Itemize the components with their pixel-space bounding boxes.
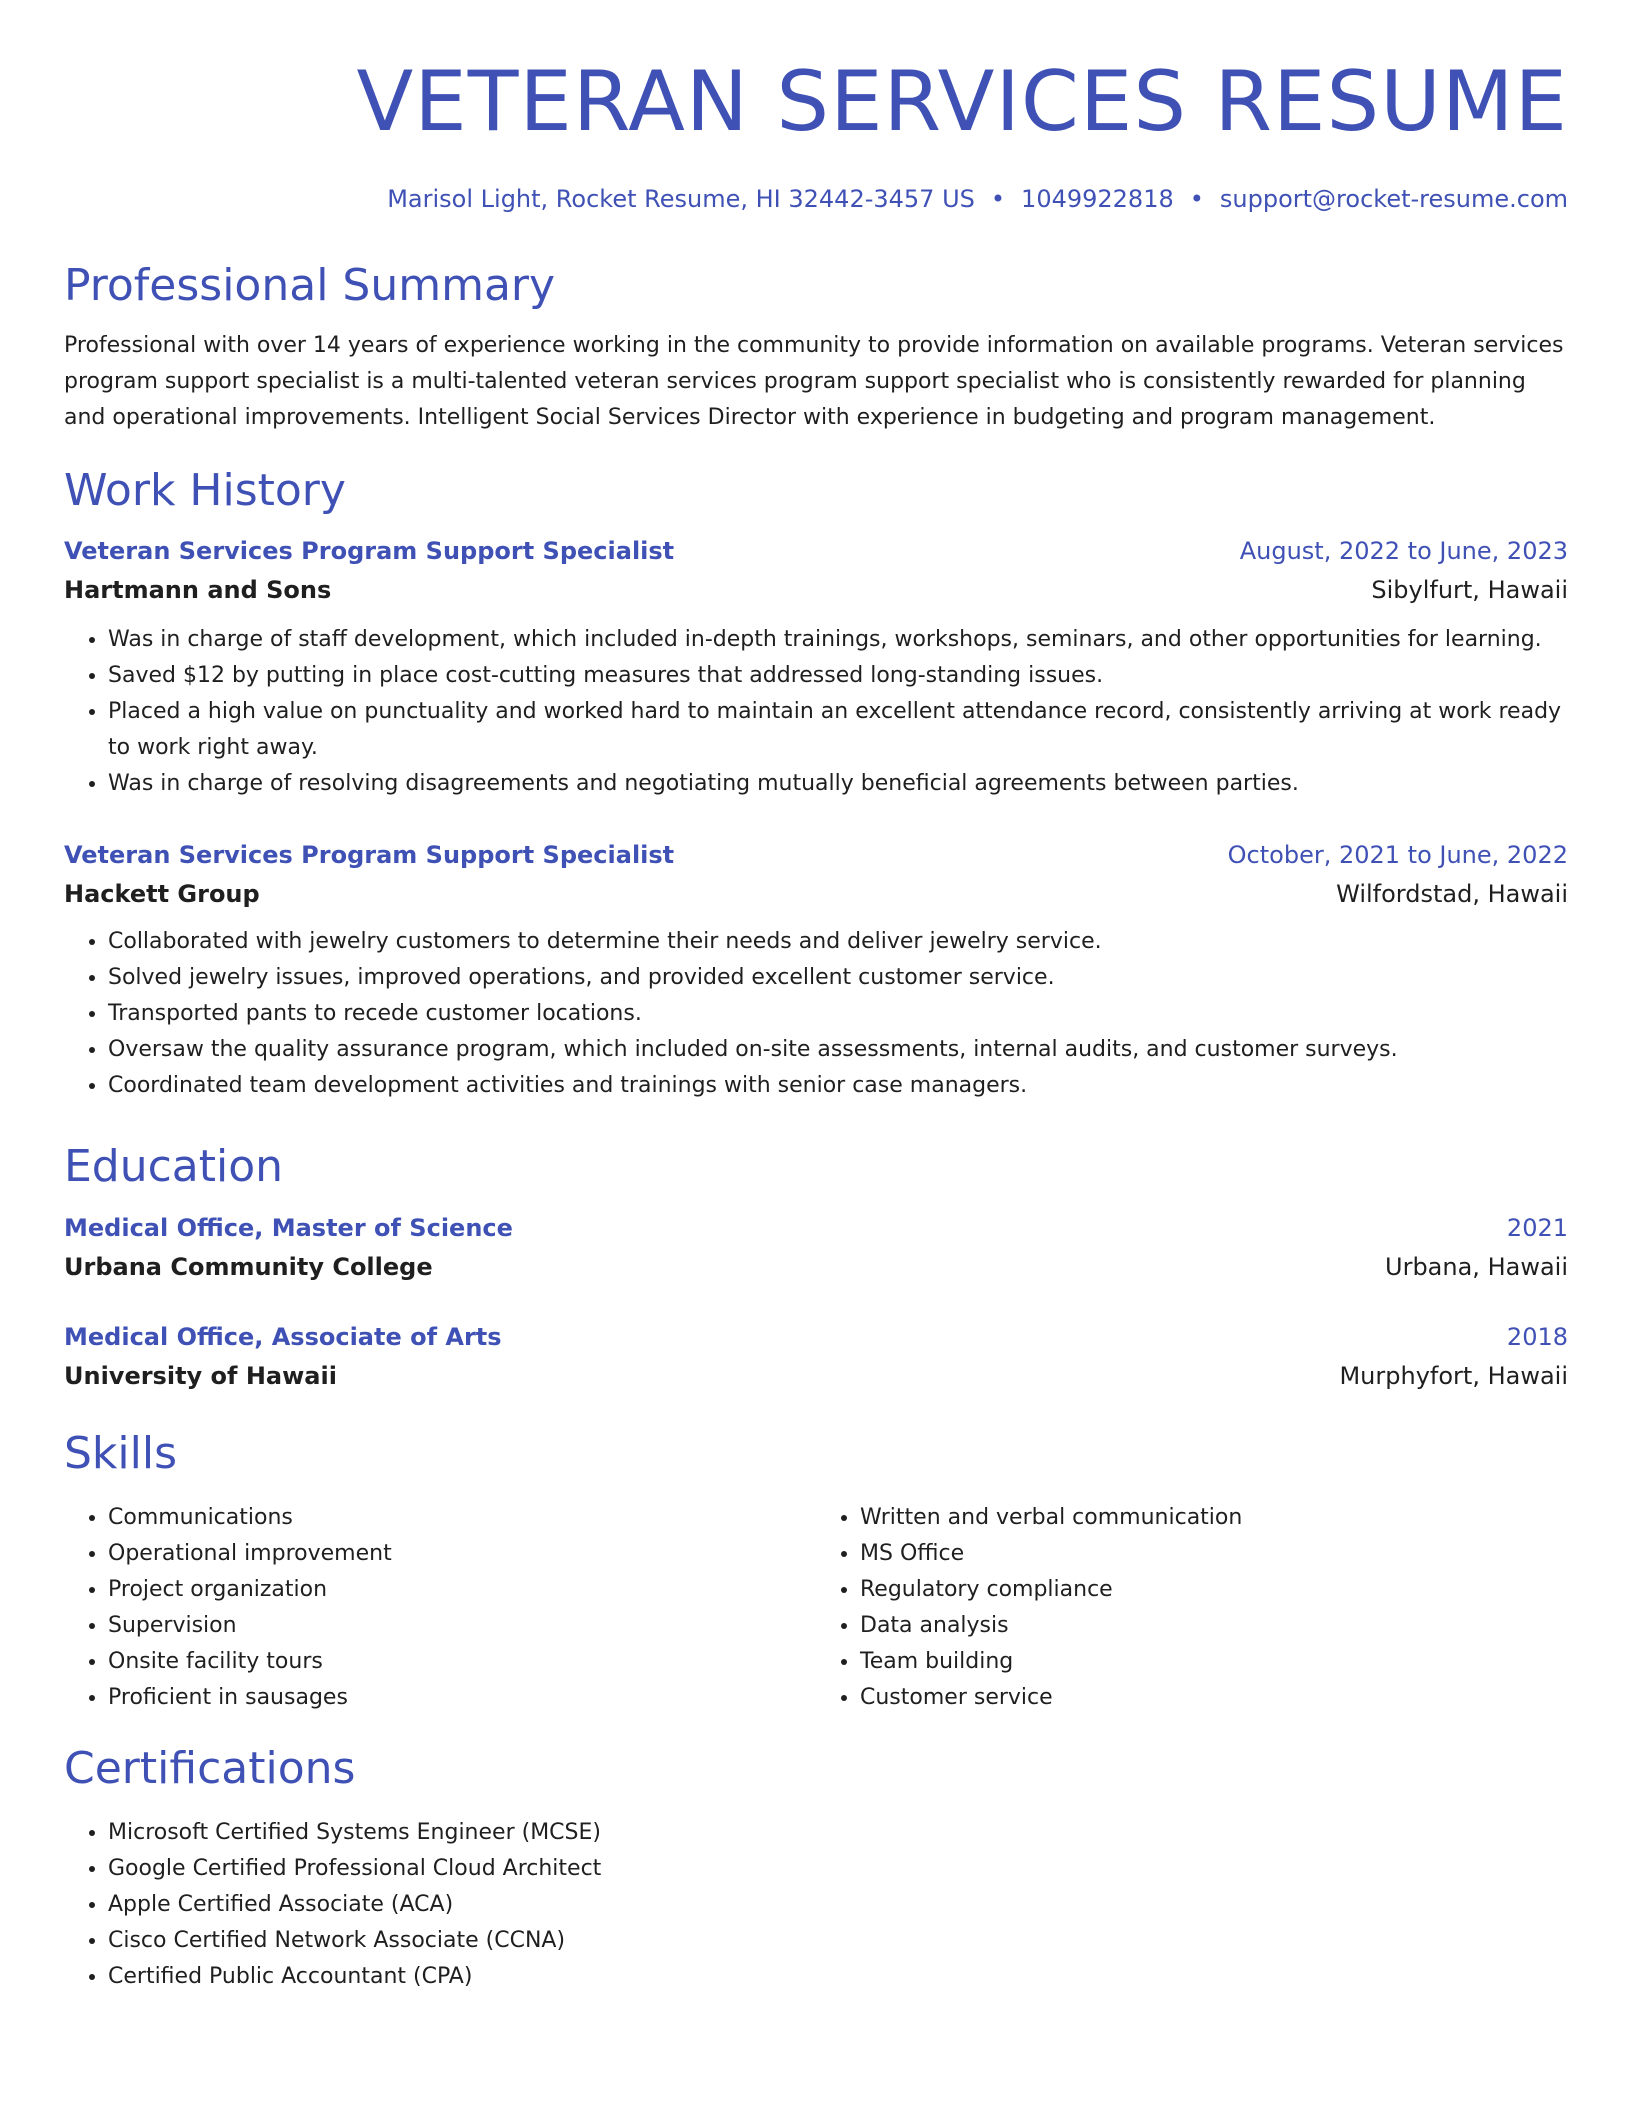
separator-dot: • xyxy=(1189,185,1204,213)
skill-item: • Project organization xyxy=(108,1572,816,1608)
list-item: • Transported pants to recede customer locations. xyxy=(108,996,1568,1032)
list-item: • Saved $12 by putting in place cost-cutting measures that addressed long-standing issues. xyxy=(108,658,1568,694)
skills-list-right xyxy=(816,1500,1568,1716)
job-dates: October, 2021 to June, 2022 xyxy=(1227,841,1568,869)
certification-item: • Google Certified Professional Cloud Architect xyxy=(108,1851,1568,1887)
job-company: Hackett Group xyxy=(64,880,260,908)
work-history-heading: Work History xyxy=(64,465,346,516)
certifications-heading: Certifications xyxy=(64,1743,356,1794)
graduation-year: 2018 xyxy=(1506,1323,1568,1351)
job-title: Veteran Services Program Support Specialist xyxy=(64,537,675,565)
skills-list-left xyxy=(64,1500,816,1716)
job-entry xyxy=(64,532,1568,802)
list-item: • Oversaw the quality assurance program, which included on-site assessments, internal audits, and customer surveys. xyxy=(108,1032,1568,1068)
summary-text: Professional with over 14 years of experience working in the community to provide information on available programs. Veteran services program support specialist is a multi-talented veteran services program support specialist who is consistently rewarded for planning and operational improvements. Intelligent Social Services Director with experience in budgeting and program management. xyxy=(64,333,1564,430)
contact-phone: 1049922818 xyxy=(1021,185,1174,213)
education-section xyxy=(64,1139,1568,1195)
contact-email: support@rocket-resume.com xyxy=(1219,185,1568,213)
job-entry xyxy=(64,836,1568,1104)
skills-columns xyxy=(64,1500,1568,1716)
separator-dot: • xyxy=(990,185,1006,213)
summary-heading: Professional Summary xyxy=(64,260,556,311)
skill-item: • Supervision xyxy=(108,1608,816,1644)
skill-item: • Customer service xyxy=(860,1680,1568,1716)
skill-item: • Operational improvement xyxy=(108,1536,816,1572)
list-item: • Solved jewelry issues, improved operations, and provided excellent customer service. xyxy=(108,960,1568,996)
certifications-list xyxy=(64,1815,1568,1995)
skill-item: • MS Office xyxy=(860,1536,1568,1572)
skill-item: • Regulatory compliance xyxy=(860,1572,1568,1608)
skill-item: • Data analysis xyxy=(860,1608,1568,1644)
job-dates: August, 2022 to June, 2023 xyxy=(1239,537,1568,565)
job-location: Sibylfurt, Hawaii xyxy=(1371,576,1568,604)
skill-item: • Written and verbal communication xyxy=(860,1500,1568,1536)
certification-item: • Microsoft Certified Systems Engineer (MCSE) xyxy=(108,1815,1568,1851)
certifications-section xyxy=(64,1741,1568,1995)
school-location: Murphyfort, Hawaii xyxy=(1339,1362,1568,1390)
certification-item: • Certified Public Accountant (CPA) xyxy=(108,1959,1568,1995)
list-item: • Collaborated with jewelry customers to determine their needs and deliver jewelry service. xyxy=(108,924,1568,960)
job-title: Veteran Services Program Support Specialist xyxy=(64,841,675,869)
contact-address: Marisol Light, Rocket Resume, HI 32442-3457 US xyxy=(387,185,975,213)
skill-item: • Communications xyxy=(108,1500,816,1536)
resume-header xyxy=(64,0,1568,216)
job-company: Hartmann and Sons xyxy=(64,576,332,604)
certification-item: • Cisco Certified Network Associate (CCNA) xyxy=(108,1923,1568,1959)
skill-item: • Team building xyxy=(860,1644,1568,1680)
job-location: Wilfordstad, Hawaii xyxy=(1336,880,1568,908)
summary-section xyxy=(64,258,1568,436)
job-bullets xyxy=(64,924,1568,1104)
list-item: • Was in charge of staff development, which included in-depth trainings, workshops, seminars, and other opportunities for learning. xyxy=(108,622,1568,658)
education-entry xyxy=(64,1318,1568,1396)
skills-section xyxy=(64,1426,1568,1716)
degree: Medical Office, Master of Science xyxy=(64,1214,513,1242)
contact-line xyxy=(64,182,1568,216)
school-name: University of Hawaii xyxy=(64,1362,337,1390)
certification-item: • Apple Certified Associate (ACA) xyxy=(108,1887,1568,1923)
education-entry xyxy=(64,1209,1568,1287)
skill-item: • Onsite facility tours xyxy=(108,1644,816,1680)
degree: Medical Office, Associate of Arts xyxy=(64,1323,502,1351)
list-item: • Was in charge of resolving disagreements and negotiating mutually beneficial agreements between parties. xyxy=(108,766,1568,802)
school-name: Urbana Community College xyxy=(64,1253,433,1281)
skill-item: • Proficient in sausages xyxy=(108,1680,816,1716)
skills-heading: Skills xyxy=(64,1428,178,1479)
job-bullets xyxy=(64,622,1568,802)
work-history-section xyxy=(64,463,1568,519)
resume-page xyxy=(64,0,1568,2112)
list-item: • Coordinated team development activities and trainings with senior case managers. xyxy=(108,1068,1568,1104)
resume-title: VETERAN SERVICES RESUME xyxy=(356,53,1568,150)
list-item: • Placed a high value on punctuality and worked hard to maintain an excellent attendance record, consistently arriving at work ready to work right away. xyxy=(108,694,1568,766)
school-location: Urbana, Hawaii xyxy=(1385,1253,1568,1281)
graduation-year: 2021 xyxy=(1506,1214,1568,1242)
education-heading: Education xyxy=(64,1141,284,1192)
